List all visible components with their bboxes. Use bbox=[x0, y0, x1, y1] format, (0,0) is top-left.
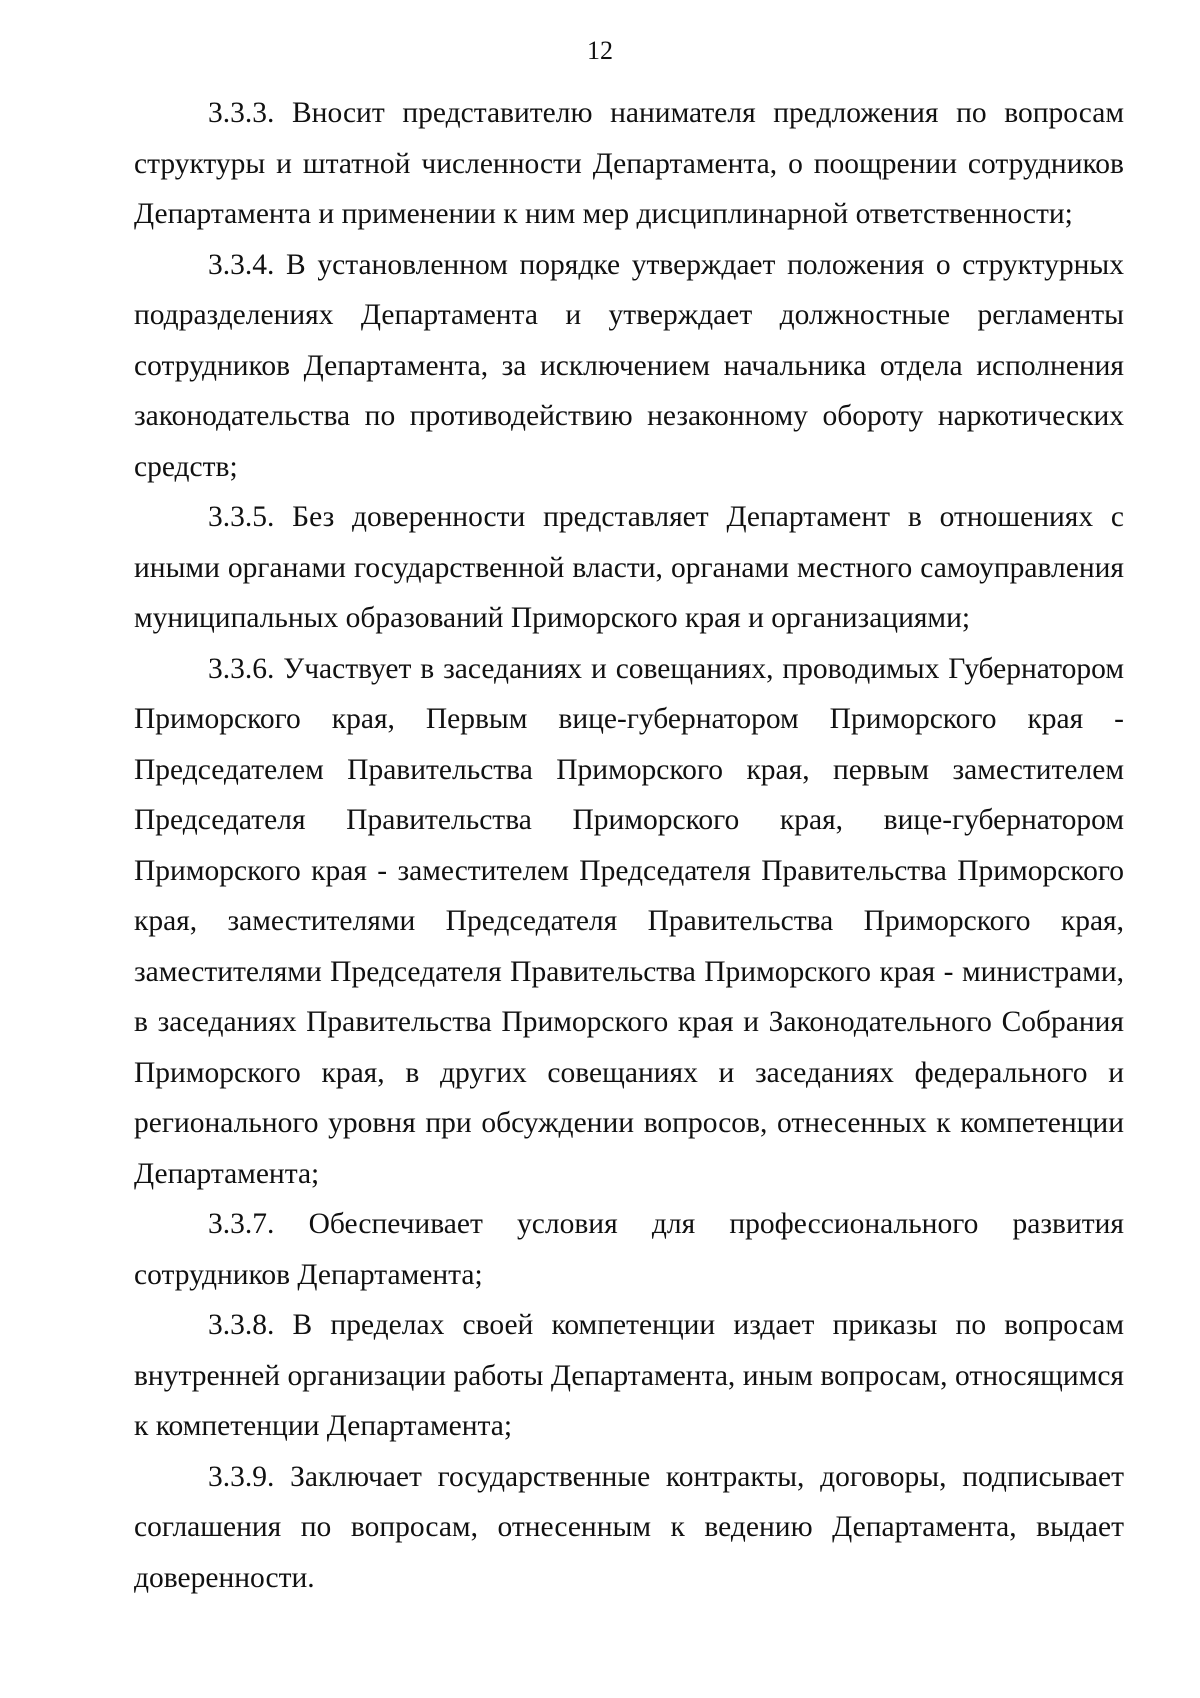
document-body bbox=[134, 88, 1124, 1603]
paragraph-3-3-8: 3.3.8. В пределах своей компетенции издает приказы по вопросам внутренней организации работы Департамента, иным вопросам, относящимся к компетенции Департамента; bbox=[134, 1309, 1124, 1442]
paragraph-3-3-4: 3.3.4. В установленном порядке утверждает положения о структурных подразделениях Департамента и утверждает должностные регламенты сотрудников Департамента, за исключением начальника отдела исполнения законодательства по противодействию незаконному обороту наркотических средств; bbox=[134, 248, 1124, 483]
paragraph-3-3-5: 3.3.5. Без доверенности представляет Департамент в отношениях с иными органами государственной власти, органами местного самоуправления муниципальных образований Приморского края и организациями; bbox=[134, 501, 1124, 634]
paragraph-3-3-3: 3.3.3. Вносит представителю нанимателя предложения по вопросам структуры и штатной численности Департамента, о поощрении сотрудников Департамента и применении к ним мер дисциплинарной ответственности; bbox=[134, 97, 1124, 230]
paragraph-3-3-7: 3.3.7. Обеспечивает условия для профессионального развития сотрудников Департамента; bbox=[134, 1208, 1124, 1291]
paragraph-3-3-9: 3.3.9. Заключает государственные контракты, договоры, подписывает соглашения по вопросам, отнесенным к ведению Департамента, выдает доверенности. bbox=[134, 1460, 1124, 1594]
page-number: 12 bbox=[587, 36, 613, 65]
paragraph-3-3-6: 3.3.6. Участвует в заседаниях и совещаниях, проводимых Губернатором Приморского края, Первым вице-губернатором Приморского края - Председателем Правительства Приморского края, первым заместителем Председателя Правительства Приморского края, вице-губернатором Приморского края - заместителем Председателя Правительства Приморского края, заместителями Председателя Правительства Приморского края, заместителями Председателя Правительства Приморского края - министрами, в заседаниях Правительства Приморского края и Законодательного Собрания Приморского края, в других совещаниях и заседаниях федерального и регионального уровня при обсуждении вопросов, отнесенных к компетенции Департамента; bbox=[134, 652, 1124, 1190]
